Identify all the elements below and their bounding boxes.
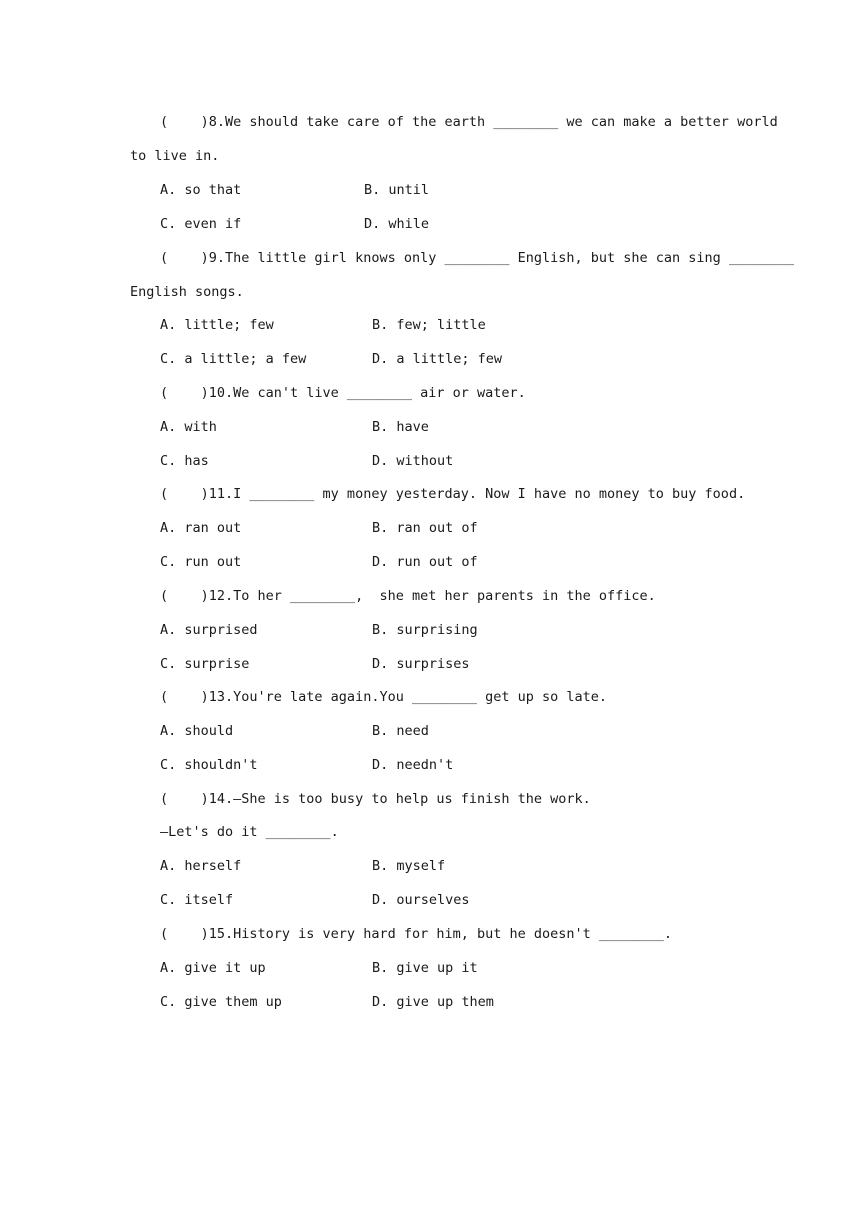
question-8-stem: ( )8.We should take care of the earth ________ we can make a better world: [160, 114, 778, 130]
question-15-stem: ( )15.History is very hard for him, but he doesn't ________.: [160, 926, 673, 942]
question-13-option-d: D. needn't: [372, 757, 454, 773]
question-15-option-c: C. give them up: [160, 994, 282, 1010]
question-9-stem: ( )9.The little girl knows only ________ English, but she can sing ________: [160, 250, 794, 266]
question-15-option-b: B. give up it: [372, 960, 478, 976]
question-11-option-a: A. ran out: [160, 520, 242, 536]
question-11-option-c: C. run out: [160, 554, 242, 570]
question-13-option-c: C. shouldn't: [160, 757, 258, 773]
question-10-option-c: C. has: [160, 453, 209, 469]
question-10-option-b: B. have: [372, 419, 429, 435]
question-8-option-b: B. until: [364, 182, 430, 198]
question-13-stem: ( )13.You're late again.You ________ get up so late.: [160, 689, 608, 705]
question-9-continuation: English songs.: [130, 284, 244, 300]
question-10-option-d: D. without: [372, 453, 454, 469]
question-12-option-d: D. surprises: [372, 656, 470, 672]
question-9-option-c: C. a little; a few: [160, 351, 307, 367]
question-8-continuation: to live in.: [130, 148, 220, 164]
question-13-option-a: A. should: [160, 723, 234, 739]
question-8-option-d: D. while: [364, 216, 430, 232]
question-10-stem: ( )10.We can't live ________ air or water.: [160, 385, 526, 401]
question-12-option-b: B. surprising: [372, 622, 478, 638]
question-14-option-b: B. myself: [372, 858, 446, 874]
question-8-option-c: C. even if: [160, 216, 242, 232]
question-8-option-a: A. so that: [160, 182, 242, 198]
question-9-option-d: D. a little; few: [372, 351, 503, 367]
question-15-option-d: D. give up them: [372, 994, 494, 1010]
question-14-option-c: C. itself: [160, 892, 234, 908]
question-14-option-a: A. herself: [160, 858, 242, 874]
question-11-stem: ( )11.I ________ my money yesterday. Now I have no money to buy food.: [160, 486, 746, 502]
question-12-option-c: C. surprise: [160, 656, 250, 672]
question-14-option-d: D. ourselves: [372, 892, 470, 908]
question-9-option-a: A. little; few: [160, 317, 274, 333]
question-15-option-a: A. give it up: [160, 960, 266, 976]
question-11-option-d: D. run out of: [372, 554, 478, 570]
question-12-option-a: A. surprised: [160, 622, 258, 638]
question-9-option-b: B. few; little: [372, 317, 486, 333]
question-11-option-b: B. ran out of: [372, 520, 478, 536]
question-14-stem: ( )14.—She is too busy to help us finish the work.: [160, 791, 591, 807]
question-12-stem: ( )12.To her ________, she met her parents in the office.: [160, 588, 656, 604]
question-13-option-b: B. need: [372, 723, 429, 739]
question-10-option-a: A. with: [160, 419, 217, 435]
question-14-continuation: —Let's do it ________.: [160, 824, 339, 840]
